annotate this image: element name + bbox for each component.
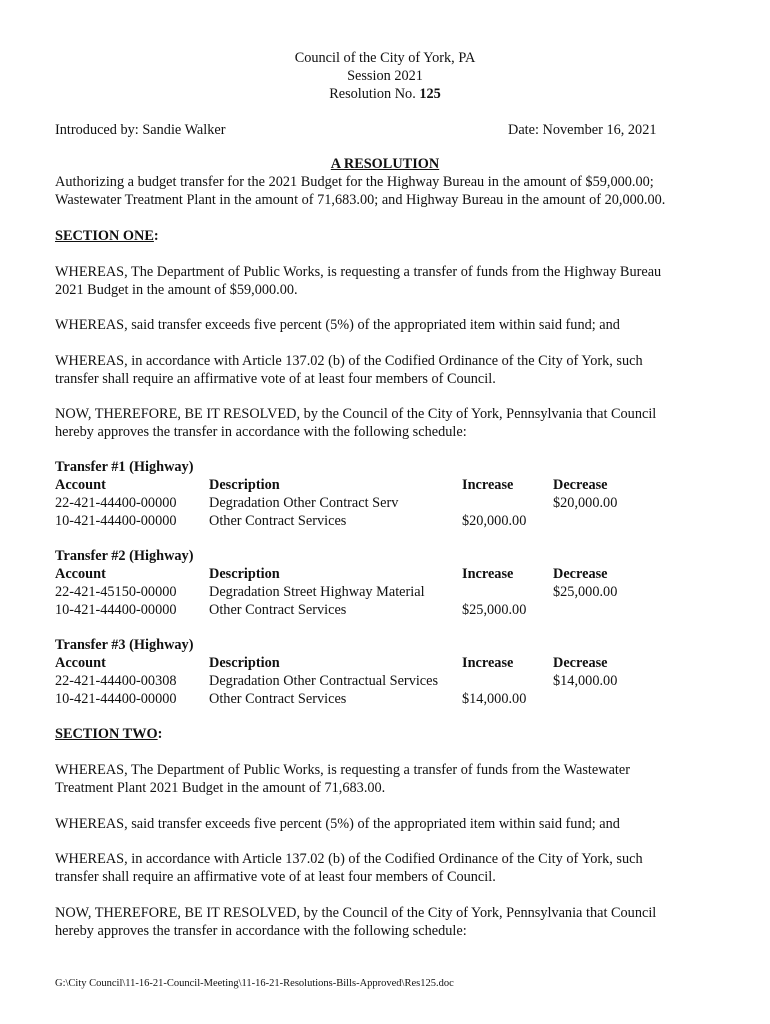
section-two-now-therefore: NOW, THEREFORE, BE IT RESOLVED, by the Council of the City of York, Pennsylvania that Council hereby approves the transfer in accordance with the following schedule:	[55, 905, 657, 939]
resolution-prefix: Resolution No.	[329, 86, 416, 102]
section-one-whereas-3: WHEREAS, in accordance with Article 137.02 (b) of the Codified Ordinance of the City of York, such transfer shall require an affirmative vote of at least four members of Council.	[55, 353, 643, 387]
section-two-whereas-2: WHEREAS, said transfer exceeds five percent (5%) of the appropriated item within said fund; and	[55, 816, 620, 832]
transfer-3-increase-header: Increase	[462, 655, 514, 671]
transfer-3-title: Transfer #3 (Highway)	[55, 637, 194, 653]
transfer-1-decrease-header: Decrease	[553, 477, 608, 493]
resolution-date: Date: November 16, 2021	[508, 122, 657, 138]
transfer-3-row-1-decrease: $14,000.00	[553, 673, 618, 689]
transfer-1-increase-header: Increase	[462, 477, 514, 493]
section-one-heading: SECTION ONE:	[55, 228, 159, 244]
resolution-number	[0, 85, 770, 103]
transfer-2-row-2-increase: $25,000.00	[462, 602, 527, 618]
resolution-summary-line-1: Authorizing a budget transfer for the 2021 Budget for the Highway Bureau in the amount of $59,000.00;	[55, 174, 654, 190]
resolution-heading: A RESOLUTION	[330, 156, 440, 172]
resolution-summary-line-2: Wastewater Treatment Plant in the amount of 71,683.00; and Highway Bureau in the amount of 20,000.00.	[55, 192, 666, 208]
transfer-3-account-header: Account	[55, 655, 106, 671]
transfer-2-row-1-description: Degradation Street Highway Material	[209, 584, 425, 600]
section-two-whereas-1: WHEREAS, The Department of Public Works, is requesting a transfer of funds from the Wastewater Treatment Plant 2021 Budget in the amount of 71,683.00.	[55, 762, 630, 796]
transfer-2-account-header: Account	[55, 566, 106, 582]
resolution-no: 125	[419, 86, 441, 102]
transfer-3-row-1-description: Degradation Other Contractual Services	[209, 673, 439, 689]
transfer-3-row-2-description: Other Contract Services	[209, 691, 347, 707]
transfer-3-row-1-account: 22-421-44400-00308	[55, 673, 177, 689]
transfer-2-row-1-account: 22-421-45150-00000	[55, 584, 177, 600]
transfer-2-description-header: Description	[209, 566, 280, 582]
council-name: Council of the City of York, PA	[294, 50, 476, 66]
session-label: Session 2021	[347, 68, 423, 84]
transfer-3-decrease-header: Decrease	[553, 655, 608, 671]
transfer-1-row-2-increase: $20,000.00	[462, 513, 527, 529]
transfer-1-row-2-account: 10-421-44400-00000	[55, 513, 177, 529]
section-one-whereas-2: WHEREAS, said transfer exceeds five percent (5%) of the appropriated item within said fund; and	[55, 317, 620, 333]
transfer-1-account-header: Account	[55, 477, 106, 493]
transfer-2-row-1-decrease: $25,000.00	[553, 584, 618, 600]
section-two-whereas-3: WHEREAS, in accordance with Article 137.02 (b) of the Codified Ordinance of the City of York, such transfer shall require an affirmative vote of at least four members of Council.	[55, 851, 643, 885]
transfer-3-row-2-increase: $14,000.00	[462, 691, 527, 707]
transfer-1-row-1-decrease: $20,000.00	[553, 495, 618, 511]
transfer-1-description-header: Description	[209, 477, 280, 493]
transfer-2-decrease-header: Decrease	[553, 566, 608, 582]
footer-file-path: G:\City Council\11-16-21-Council-Meeting\11-16-21-Resolutions-Bills-Approved\Res125.doc	[55, 978, 454, 989]
section-one-now-therefore: NOW, THEREFORE, BE IT RESOLVED, by the Council of the City of York, Pennsylvania that Council hereby approves the transfer in accordance with the following schedule:	[55, 406, 657, 440]
transfer-1-title: Transfer #1 (Highway)	[55, 459, 194, 475]
transfer-2-row-2-description: Other Contract Services	[209, 602, 347, 618]
transfer-1-row-1-account: 22-421-44400-00000	[55, 495, 177, 511]
transfer-1-row-2-description: Other Contract Services	[209, 513, 347, 529]
section-one-whereas-1: WHEREAS, The Department of Public Works, is requesting a transfer of funds from the Highway Bureau 2021 Budget in the amount of $59,000.00.	[55, 264, 662, 298]
transfer-3-description-header: Description	[209, 655, 280, 671]
transfer-2-row-2-account: 10-421-44400-00000	[55, 602, 177, 618]
section-two-heading: SECTION TWO:	[55, 726, 163, 742]
introduced-by: Introduced by: Sandie Walker	[55, 122, 226, 138]
transfer-2-title: Transfer #2 (Highway)	[55, 548, 194, 564]
transfer-3-row-2-account: 10-421-44400-00000	[55, 691, 177, 707]
transfer-2-increase-header: Increase	[462, 566, 514, 582]
transfer-1-row-1-description: Degradation Other Contract Serv	[209, 495, 399, 511]
